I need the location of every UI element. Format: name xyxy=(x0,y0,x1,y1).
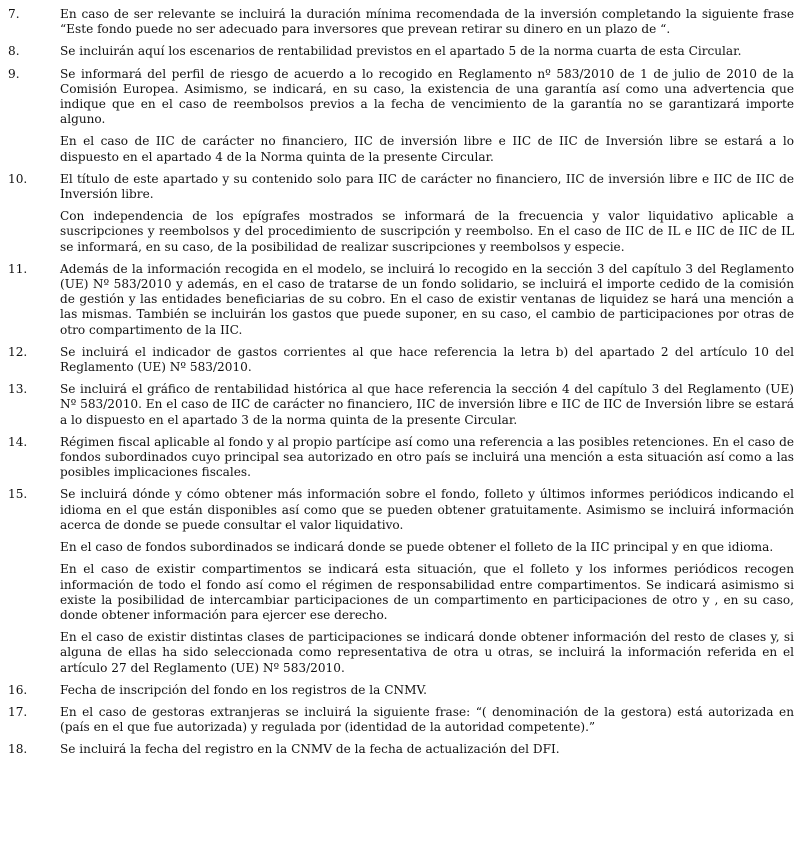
note-16 xyxy=(8,683,794,698)
note-7 xyxy=(8,7,794,37)
note-body xyxy=(60,435,794,481)
note-body xyxy=(60,705,794,735)
note-body xyxy=(60,262,794,338)
note-paragraph: Además de la información recogida en el modelo, se incluirá lo recogido en la sección 3 del capítulo 3 del Reglamento (UE) Nº 583/2010 y además, en el caso de tratarse de un fondo solidario, se incluirá el importe cedido de la comisión de gestión y las entidades beneficiarias de su cobro. En el caso de existir ventanas de liquidez se hará una mención a las mismas. También se incluirán los gastos que puede suponer, en su caso, el cambio de participaciones por otras de otro compartimento de la IIC. xyxy=(60,261,794,337)
note-body xyxy=(60,172,794,255)
note-18 xyxy=(8,742,794,757)
note-paragraph: En el caso de existir compartimentos se indicará esta situación, que el folleto y los informes periódicos recogen información de todo el fondo así como el régimen de responsabilidad entre compartimentos. Se indicará asimismo si existe la posibilidad de intercambiar participaciones de un compartimento en participaciones de otro y , en su caso, donde obtener información para ejercer ese derecho. xyxy=(60,562,794,622)
note-number: 16. xyxy=(8,682,28,697)
note-paragraph: Se incluirán aquí los escenarios de rentabilidad previstos en el apartado 5 de la norma cuarta de esta Circular. xyxy=(60,44,742,59)
note-paragraph: En caso de ser relevante se incluirá la duración mínima recomendada de la inversión completando la siguiente frase “Este fondo puede no ser adecuado para inversores que prevean retirar su dinero en un plazo de “. xyxy=(60,7,794,37)
note-14 xyxy=(8,435,794,481)
note-paragraph: En el caso de gestoras extranjeras se incluirá la siguiente frase: “( denominación de la gestora) está autorizada en (país en el que fue autorizada) y regulada por (identidad de la autoridad competente).” xyxy=(60,704,794,735)
note-paragraph: Se incluirá el indicador de gastos corrientes al que hace referencia la letra b) del apartado 2 del artículo 10 del Reglamento (UE) Nº 583/2010. xyxy=(60,344,794,375)
note-15 xyxy=(8,487,794,675)
note-number: 7. xyxy=(8,7,20,21)
note-body xyxy=(60,742,794,757)
note-12 xyxy=(8,345,794,375)
note-body xyxy=(60,67,794,165)
note-paragraph: Se incluirá la fecha del registro en la CNMV de la fecha de actualización del DFI. xyxy=(60,742,560,757)
note-13 xyxy=(8,382,794,428)
note-paragraph: Se incluirá dónde y cómo obtener más información sobre el fondo, folleto y últimos informes periódicos indicando el idioma en el que están disponibles así como que se pueden obtener gratuitamente. Asimismo se incluirá información acerca de donde se puede consultar el valor liquidativo. xyxy=(60,487,794,532)
note-body xyxy=(60,683,794,698)
note-paragraph: Fecha de inscripción del fondo en los registros de la CNMV. xyxy=(60,682,427,697)
note-body xyxy=(60,44,794,59)
note-number: 17. xyxy=(8,704,28,719)
note-paragraph: En el caso de fondos subordinados se indicará donde se puede obtener el folleto de la IIC principal y en que idioma. xyxy=(60,540,774,555)
note-number: 11. xyxy=(8,261,28,276)
note-number: 18. xyxy=(8,742,28,757)
note-10 xyxy=(8,172,794,255)
note-number: 8. xyxy=(8,44,20,59)
note-number: 12. xyxy=(8,344,28,359)
note-number: 9. xyxy=(8,66,20,81)
note-paragraph: En el caso de IIC de carácter no financiero, IIC de inversión libre e IIC de IIC de Inversión libre se estará a lo dispuesto en el apartado 4 de la Norma quinta de la presente Circular. xyxy=(60,134,794,164)
note-paragraph: Se incluirá el gráfico de rentabilidad histórica al que hace referencia la sección 4 del capítulo 3 del Reglamento (UE) Nº 583/2010. En el caso de IIC de carácter no financiero, IIC de inversión libre e IIC de IIC de Inversión libre se estará a lo dispuesto en el apartado 3 de la norma quinta de la presente Circular. xyxy=(60,382,794,427)
note-number: 14. xyxy=(8,434,28,449)
note-11 xyxy=(8,262,794,338)
note-paragraph: Se informará del perfil de riesgo de acuerdo a lo recogido en Reglamento nº 583/2010 de 1 de julio de 2010 de la Comisión Europea. Asimismo, se indicará, en su caso, la existencia de una garantía así como una advertencia que indique que en el caso de reembolsos previos a la fecha de vencimiento de la garantía no se garantizará importe alguno. xyxy=(60,66,794,127)
note-8 xyxy=(8,44,794,59)
note-paragraph: En el caso de existir distintas clases de participaciones se indicará donde obtener información del resto de clases y, si alguna de ellas ha sido seleccionada como representativa de otra u otras, se incluirá la información referida en el artículo 27 del Reglamento (UE) Nº 583/2010. xyxy=(60,630,794,675)
note-number: 15. xyxy=(8,487,28,502)
note-body xyxy=(60,487,794,675)
note-body xyxy=(60,7,794,37)
note-17 xyxy=(8,705,794,735)
note-body xyxy=(60,345,794,375)
note-paragraph: Régimen fiscal aplicable al fondo y al propio partícipe así como una referencia a las posibles retenciones. En el caso de fondos subordinados cuyo principal sea autorizado en otro país se incluirá una mención a esta situación así como a las posibles implicaciones fiscales. xyxy=(60,434,794,480)
note-paragraph: El título de este apartado y su contenido solo para IIC de carácter no financiero, IIC de inversión libre e IIC de IIC de Inversión libre. xyxy=(60,171,794,202)
note-number: 10. xyxy=(8,171,28,186)
note-body xyxy=(60,382,794,428)
note-number: 13. xyxy=(8,382,28,397)
note-9 xyxy=(8,67,794,165)
note-paragraph: Con independencia de los epígrafes mostrados se informará de la frecuencia y valor liquidativo aplicable a suscripciones y reembolsos y del procedimiento de suscripción y reembolso. En el caso de IIC de IL e IIC de IIC de IL se informará, en su caso, de la posibilidad de realizar suscripciones y reembolsos y especie. xyxy=(60,209,794,254)
